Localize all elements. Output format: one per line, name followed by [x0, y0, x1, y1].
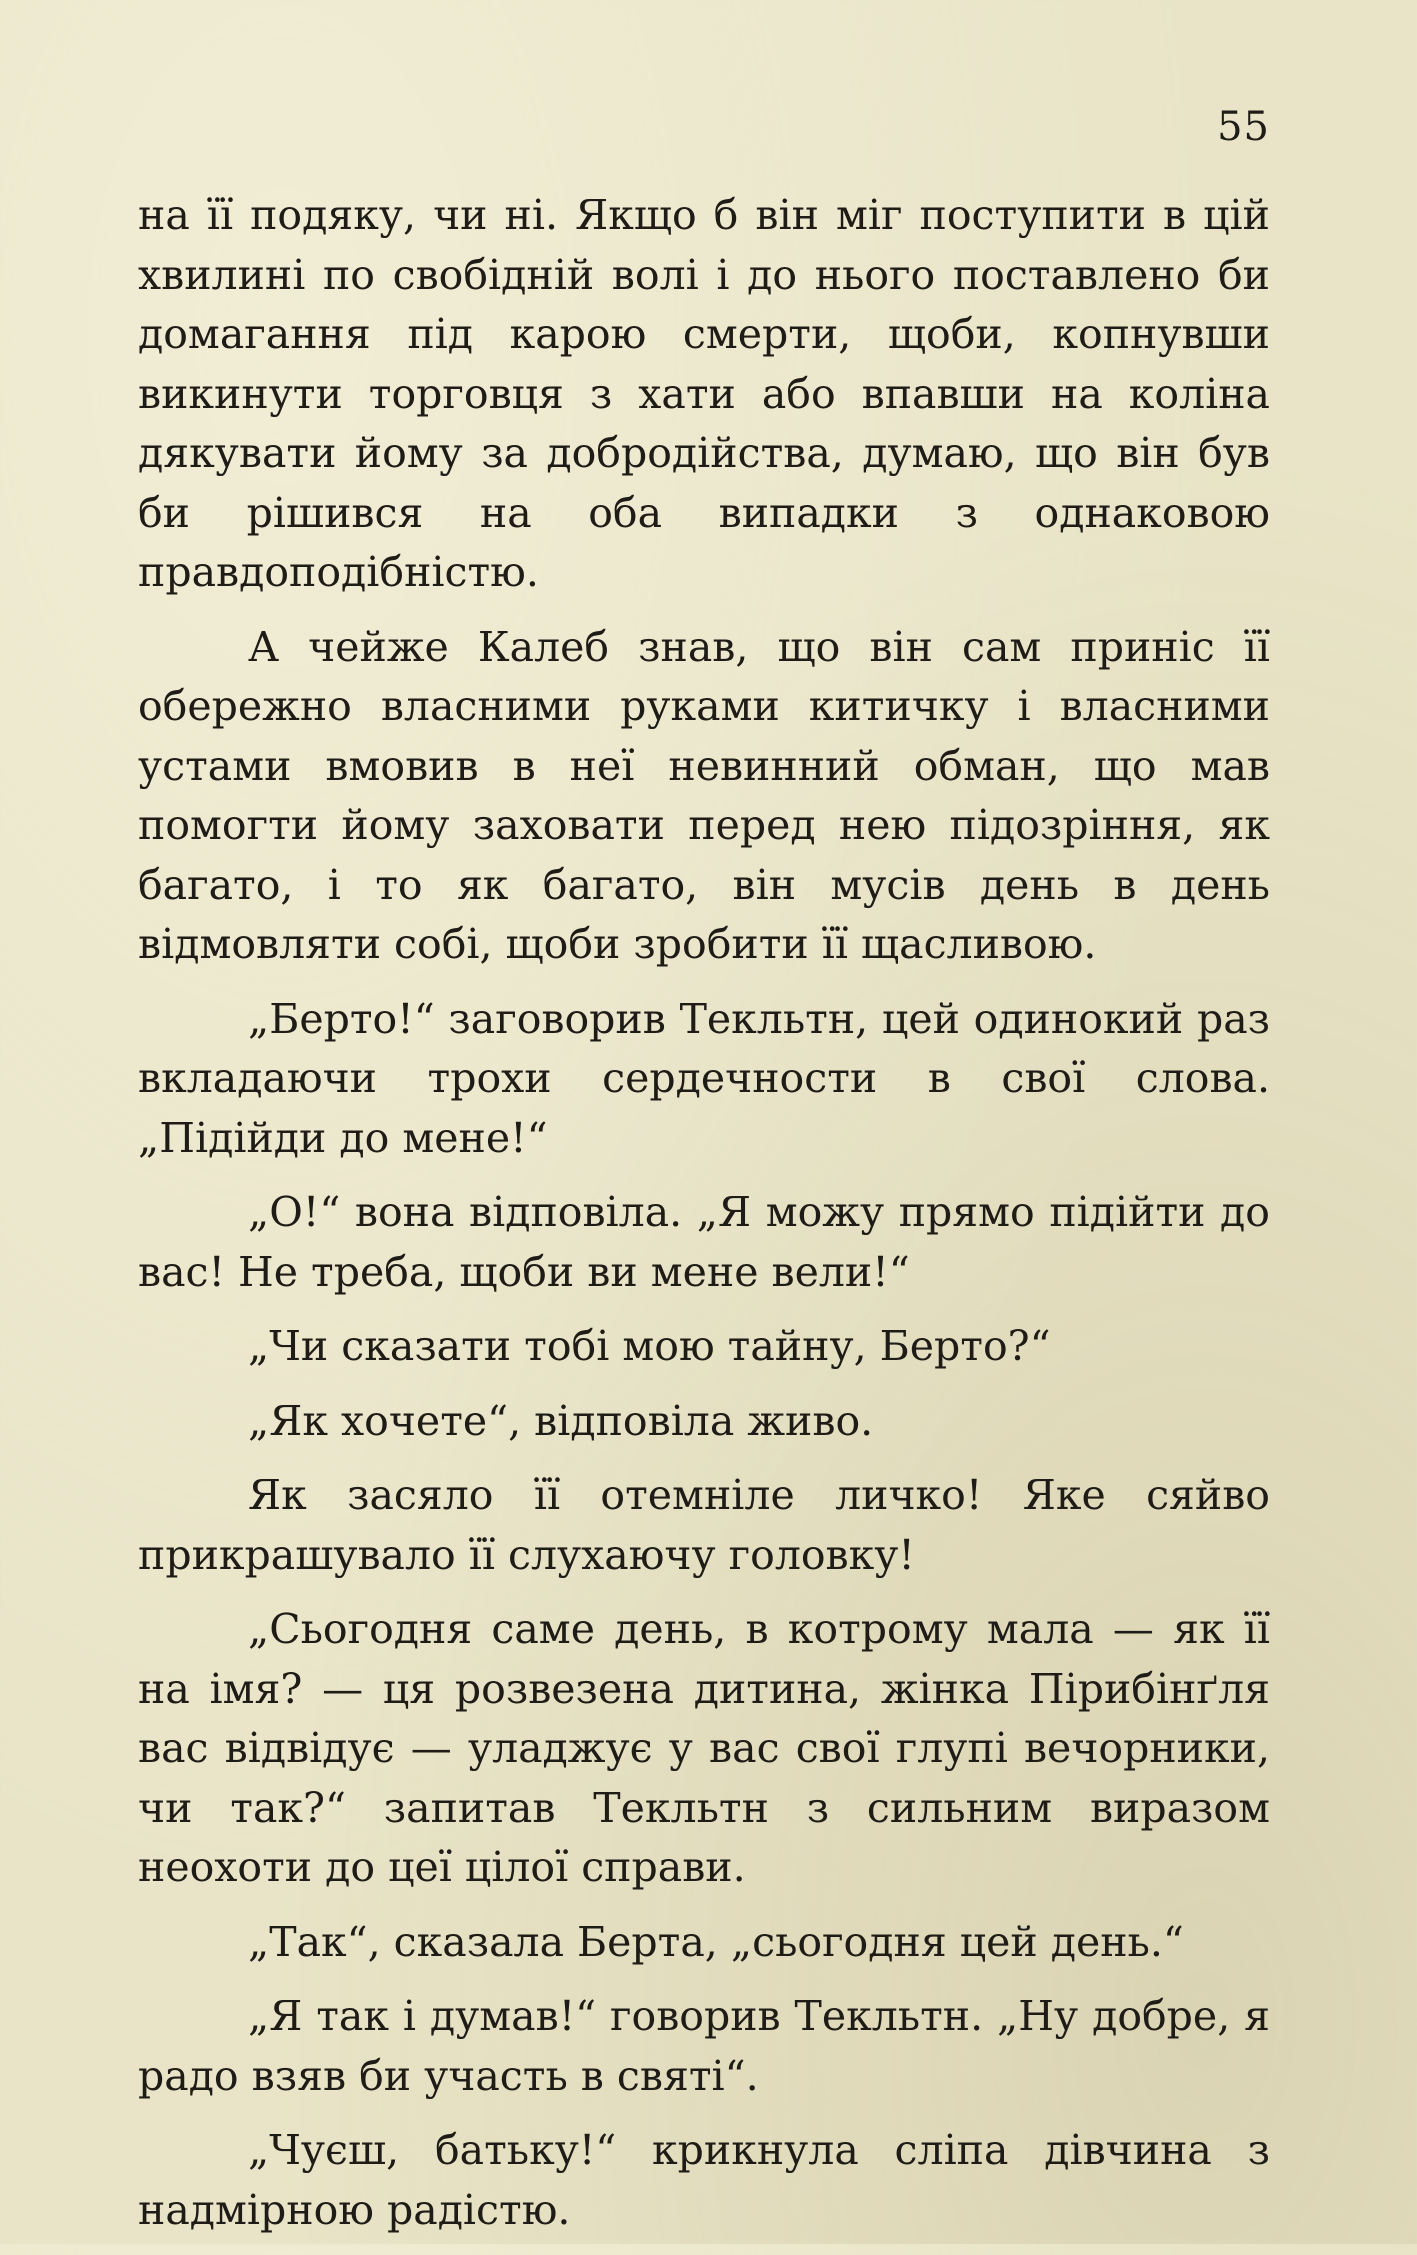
paragraph: „Сьогодня саме день, в котрому мала — як її на імя? — ця розвезена дитина, жінка Пірибінґля вас відвідує — уладжує у вас свої глупі вечорники, чи так?“ запитав Текльтн з сильним виразом неохоти до цеї цілої справи. [138, 1605, 1270, 1891]
paragraph: „Чуєш, батьку!“ крикнула сліпа дівчина з надмірною радістю. [138, 2126, 1270, 2234]
body-text [138, 186, 1270, 2255]
paragraph: Як засяло її отемніле личко! Яке сяйво прикрашувало її слухаючу головку! [138, 1471, 1270, 1579]
page-number: 55 [1217, 104, 1270, 150]
paragraph: на її подяку, чи ні. Якщо б він міг поступити в цій хвилині по свобідній волі і до нього поставлено би домагання під карою смерти, щоби, копнувши викинути торговця з хати або впавши на коліна дякувати йому за добродійства, думаю, що він був би рішився на оба випадки з однаковою правдоподібністю. [138, 191, 1270, 596]
paragraph: „Так“, сказала Берта, „сьогодня цей день.“ [248, 1917, 1184, 1966]
paragraph: „Я так і думав!“ говорив Текльтн. „Ну добре, я радо взяв би участь в святі“. [138, 1992, 1270, 2100]
paragraph: „Як хочете“, відповіла живо. [248, 1396, 874, 1445]
paragraph: А чейже Калеб знав, що він сам приніс її обережно власними руками китичку і власними устами вмовив в неї невинний обман, що мав помогти йому заховати перед нею підозріння, як багато, і то як багато, він мусів день в день відмовляти собі, щоби зробити її щасливою. [138, 622, 1270, 968]
paragraph: „О!“ вона відповіла. „Я можу прямо підійти до вас! Не треба, щоби ви мене вели!“ [138, 1188, 1270, 1296]
paragraph: „Берто!“ заговорив Текльтн, цей одинокий раз вкладаючи трохи сердечности в свої слова. „Підійди до мене!“ [138, 994, 1270, 1162]
paragraph: „Чи сказати тобі мою тайну, Берто?“ [248, 1322, 1051, 1370]
